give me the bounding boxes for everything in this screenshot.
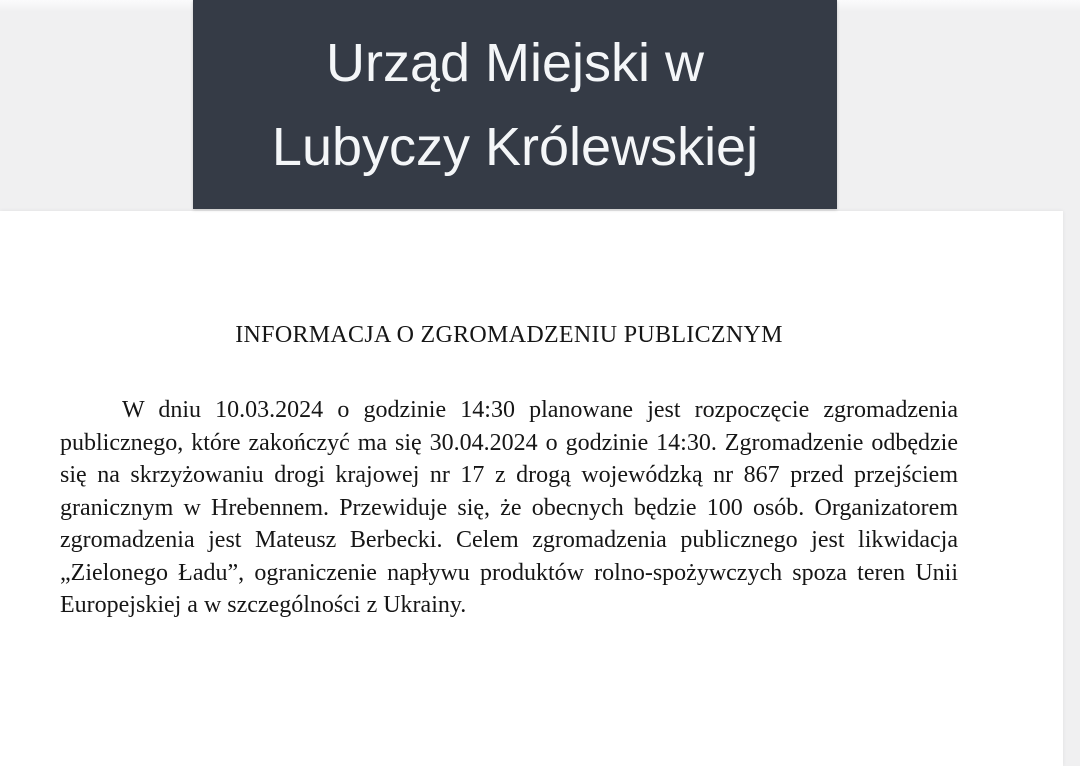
site-header-banner (193, 0, 837, 209)
banner-title-line-2: Lubyczy Królewskiej (271, 116, 759, 177)
document-title: INFORMACJA O ZGROMADZENIU PUBLICZNYM (235, 322, 783, 348)
document-body-paragraph: W dniu 10.03.2024 o godzinie 14:30 planowane jest rozpoczęcie zgromadzenia publicznego, które zakończyć ma się 30.04.2024 o godzinie 14:30. Zgromadzenie odbędzie się na skrzyżowaniu drogi krajowej nr 17 z drogą wojewódzką nr 867 przed przejściem granicznym w Hrebennem. Przewiduje się, że obecnych będzie 100 osób. Organizatorem zgromadzenia jest Mateusz Berbecki. Celem zgromadzenia publicznego jest likwidacja „Zielonego Ładu”, ograniczenie napływu produktów rolno-spożywczych spoza teren Unii Europejskiej a w szczególności z Ukrainy. (60, 397, 958, 618)
banner-title-line-1: Urząd Miejski w (325, 32, 705, 93)
